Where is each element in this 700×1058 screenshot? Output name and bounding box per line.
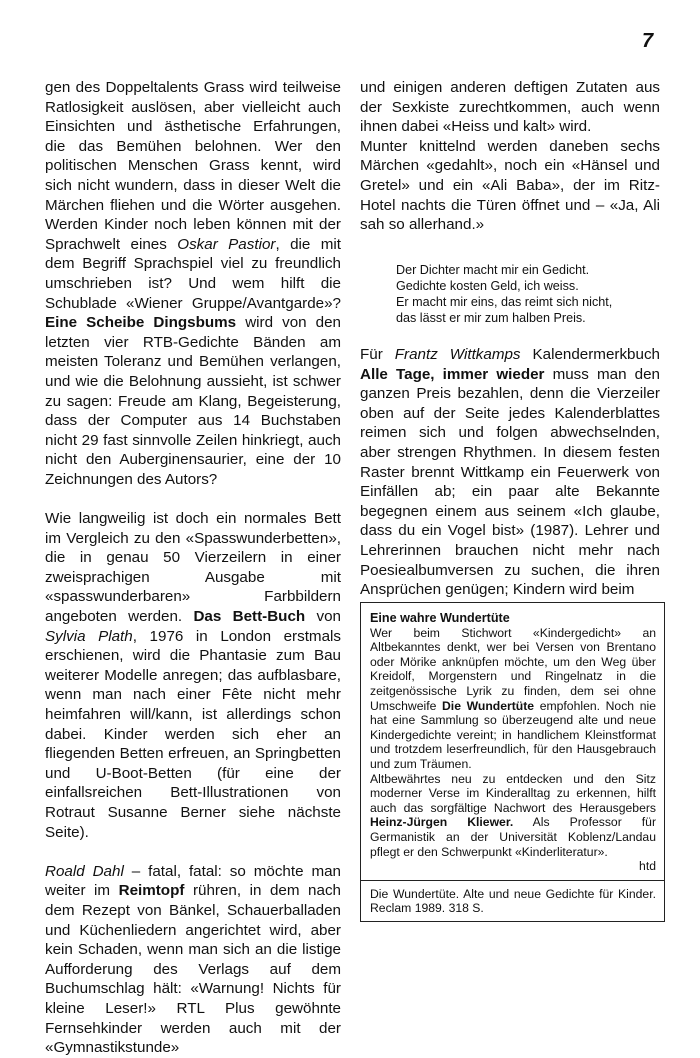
right-column-middle (360, 345, 660, 600)
text-run: Roald Dahl (45, 862, 124, 880)
box-paragraph-1 (370, 626, 656, 772)
text-run: Oskar Pastior (177, 235, 276, 253)
box-signature: htd (639, 859, 656, 874)
text-run: Das Bett-Buch (193, 608, 306, 626)
right-paragraph-1b (360, 137, 660, 235)
poem-line: das lässt er mir zum halben Preis. (396, 311, 586, 325)
box-title: Eine wahre Wundertüte (370, 611, 510, 625)
poem-line: Er macht mir eins, das reimt sich nicht, (396, 295, 613, 309)
left-paragraph-1 (45, 78, 341, 489)
text-run: Reimtopf (118, 882, 185, 900)
box-divider (361, 880, 664, 881)
text-run: und einigen anderen deftigen Zutaten aus der Sexkiste zurechtkommen, auch wenn ihnen dabei «Heiss und kalt» wird. (360, 79, 660, 136)
text-run: , 1976 in London erstmals erschienen, wird die Phantasie zum Bau weiterer Modelle anregen; das aufblasbare, wenn man nach einer Fête nicht mehr heimfahren will/kann, ist allerdings schon dabei. Kinder werden sich eher an fliegenden Betten erfreuen, an Springbetten und U-Boot-Betten (für eine der einfallsreichen Bett-Illustrationen von Rotraut Susanne Berner siehe nächste Seite). (45, 627, 341, 841)
text-run: muss man den ganzen Preis bezahlen, denn die Vierzeiler oben auf der Seite jedes Kalenderblattes reimen sich und folgen abwechselnden, aber strengen Rhythmen. In diesem festen Raster brennt Wittkamp ein Feuerwerk von Einfällen ab; ein paar alte Bekannte begegnen einem aus seinem «Ich glaube, dass du ein Vogel bist» (1987). Lehrer und Lehrerinnen brauchen nicht mehr nach Poesiealbumversen zu suchen, die ihren Ansprüchen genügen; Kindern wird beim (360, 365, 660, 599)
text-run: Kalendermerkbuch (520, 346, 660, 363)
left-column (45, 78, 341, 1058)
text-run: – fatal, fatal: so möchte man weiter im (45, 862, 342, 900)
right-column-top (360, 78, 660, 235)
text-run: empfohlen. Noch nie hat eine Sammlung so überzeugend alte und neue Kindergedichte vereint; in handlichem Kleinstformat und trotzdem leserfreundlich, für den Hausgebrauch und zum Träumen. (370, 698, 656, 771)
text-run: rühren, in dem nach dem Rezept von Bänkel, Schauerballaden und Küchenliedern angerichtet wird, aber kein Schaden, wenn man sich an die listige Aufforderung des Verlags auf dem Buchumschlag hält: «Warnung! Nichts für kleine Leser!» RTL Plus gewöhnte Fernsehkinder werden auch mit der «Gymnastikstunde» (45, 882, 341, 1057)
box-signature-row (370, 859, 656, 874)
box-source: Die Wundertüte. Alte und neue Gedichte für Kinder. Reclam 1989. 318 S. (370, 886, 656, 916)
text-run: gen des Doppeltalents Grass wird teilweise Ratlosigkeit auslösen, aber vielleicht auch Einsichten und ästhetische Erfahrungen, die das Bemühen belohnen. Wer den politischen Menschen Grass kennt, wird sich nicht wundern, dass in dieser Welt die Märchen fliehen und die Wörter ausgehen. Werden Kinder noch leben können mit der Sprachwelt eines (45, 79, 341, 253)
text-run: Für (360, 346, 395, 363)
review-box (360, 602, 665, 922)
text-run: Als Professor für Germanistik an der Universität Koblenz/Landau pflegt er den Schwerpunkt «Kinderliteratur». (370, 815, 656, 859)
text-run: von (305, 608, 341, 626)
poem-line: Der Dichter macht mir ein Gedicht. (396, 263, 590, 277)
text-run: Heinz-Jürgen Kliewer. (370, 815, 514, 830)
text-run: wird von den letzten vier RTB-Gedichte Bänden am meisten Toleranz und Bemühen verlangen, und wie die Belohnung aussieht, ist schwer zu sagen: Freude am Klang, Begeisterung, dass der Computer aus 14 Buchstaben nicht 29 fast sinnvolle Zeilen hinkriegt, auch nicht den Auberginensaurier, eine der 10 Zeichnungen des Autors? (45, 314, 341, 488)
text-run: Alle Tage, immer wieder (360, 365, 545, 383)
poem-quote (396, 262, 656, 326)
page-number: 7 (642, 30, 654, 52)
right-paragraph-2 (360, 345, 660, 600)
poem-line: Gedichte kosten Geld, ich weiss. (396, 279, 579, 293)
text-run: , die mit dem Begriff Sprachspiel viel zu freundlich umschrieben ist? Und wem hilft die Schublade «Wiener Gruppe/Avantgarde»? (45, 235, 341, 312)
text-run: Wer beim Stichwort «Kindergedicht» an Altbekanntes denkt, wer bei Versen von Brentano oder Mörike anknüpfen möchte, um den Weg über Kreidolf, Morgenstern und Ringelnatz in die zeitgenössische Lyrik zu finden, dem sei ohne Umschweife (370, 625, 656, 713)
text-run: Die Wundertüte (442, 698, 535, 713)
text-run: Eine Scheibe Dingsbums (45, 314, 237, 332)
text-run: Frantz Wittkamps (394, 346, 521, 363)
left-paragraph-2 (45, 509, 341, 842)
text-run: Sylvia Plath (45, 627, 133, 645)
text-run: Altbewährtes neu zu entdecken und den Sitz moderner Verse im Kinderalltag zu erkennen, hilft auch das sorgfältige Nachwort des Herausgebers (370, 771, 656, 815)
text-run: Wie langweilig ist doch ein normales Bett im Vergleich zu den «Spasswunderbetten», die in genau 50 Vierzeilern in einer zweisprachigen Ausgabe mit «spasswunderbaren» Farbbildern angeboten werden. (45, 510, 341, 626)
text-run: Munter knittelnd werden daneben sechs Märchen «gedahlt», noch ein «Hänsel und Gretel» und ein «Ali Baba», der im Ritz-Hotel nachts die Türen öffnet und – «Ja, Ali sah so allerhand.» (360, 137, 660, 234)
box-paragraph-2 (370, 772, 656, 860)
right-paragraph-1 (360, 78, 660, 137)
left-paragraph-3 (45, 862, 341, 1058)
